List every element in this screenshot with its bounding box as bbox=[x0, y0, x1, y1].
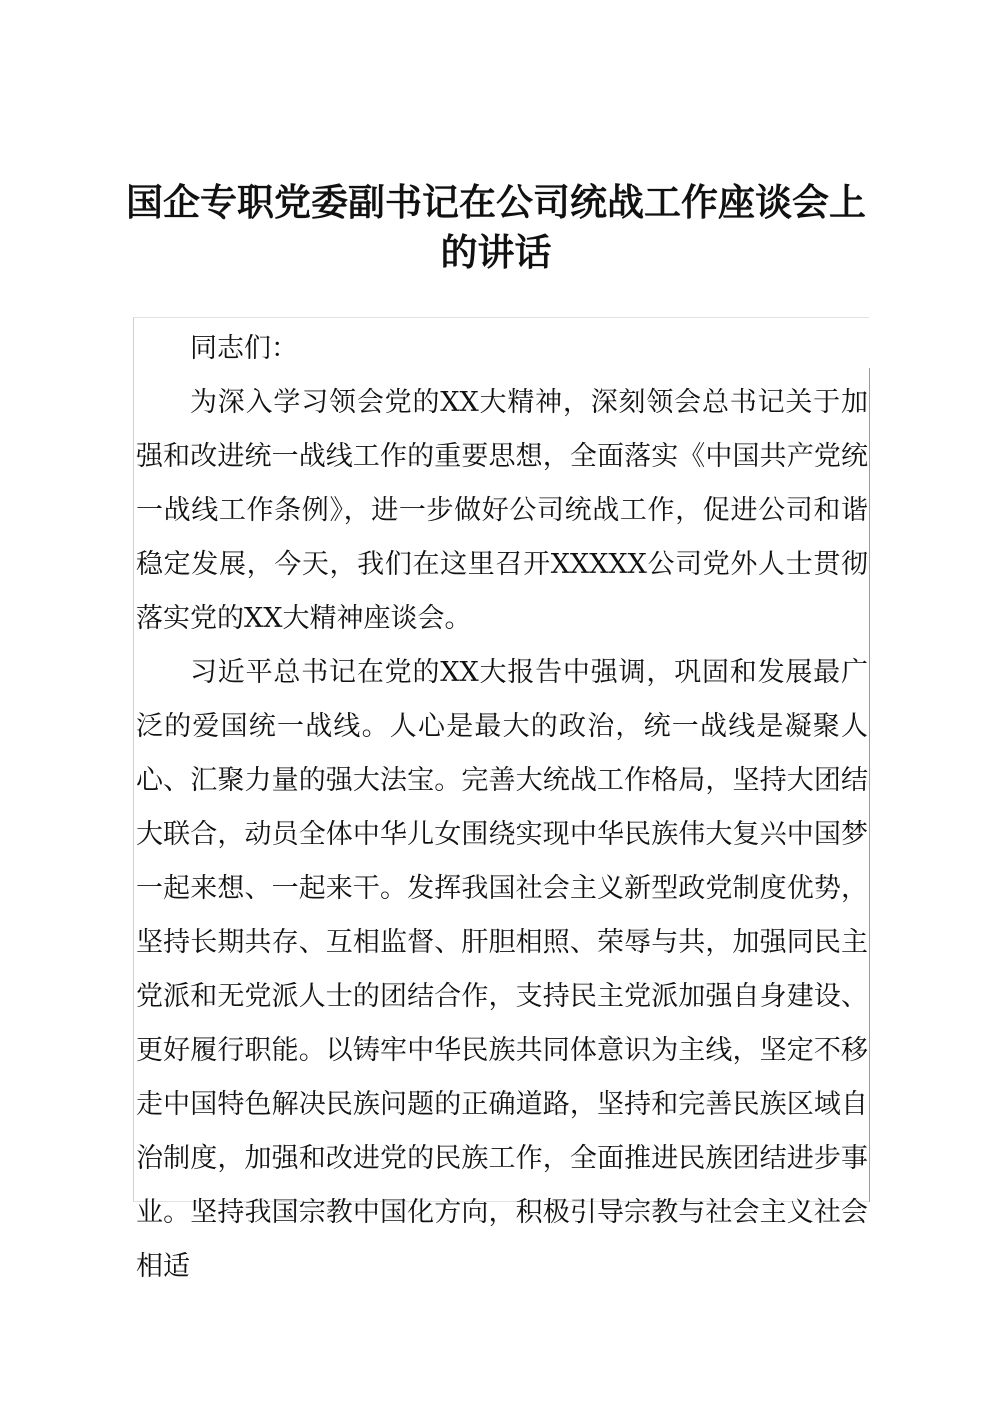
paragraph-2: 习近平总书记在党的XX大报告中强调，巩固和发展最广泛的爱国统一战线。人心是最大的政治，统一战线是凝聚人心、汇聚力量的强大法宝。完善大统战工作格局，坚持大团结大联合，动员全体中华儿女围绕实现中华民族伟大复兴中国梦一起来想、一起来干。发挥我国社会主义新型政党制度优势，坚持长期共存、互相监督、肝胆相照、荣辱与共，加强同民主党派和无党派人士的团结合作，支持民主党派加强自身建设、更好履行职能。以铸牢中华民族共同体意识为主线，坚定不移走中国特色解决民族问题的正确道路，坚持和完善民族区域自治制度，加强和改进党的民族工作，全面推进民族团结进步事业。坚持我国宗教中国化方向，积极引导宗教与社会主义社会相适 bbox=[136, 657, 868, 1282]
right-margin-rule-lower bbox=[869, 646, 870, 1202]
document-body bbox=[136, 322, 868, 1294]
salutation: 同志们： bbox=[190, 333, 298, 364]
paragraph-1: 为深入学习领会党的XX大精神，深刻领会总书记关于加强和改进统一战线工作的重要思想，全面落实《中国共产党统一战线工作条例》，进一步做好公司统战工作，促进公司和谐稳定发展，今天，我们在这里召开XXXXX公司党外人士贯彻落实党的XX大精神座谈会。 bbox=[136, 387, 868, 634]
document-title: 国企专职党委副书记在公司统战工作座谈会上的讲话 bbox=[126, 181, 866, 274]
right-margin-rule-upper bbox=[869, 368, 870, 646]
